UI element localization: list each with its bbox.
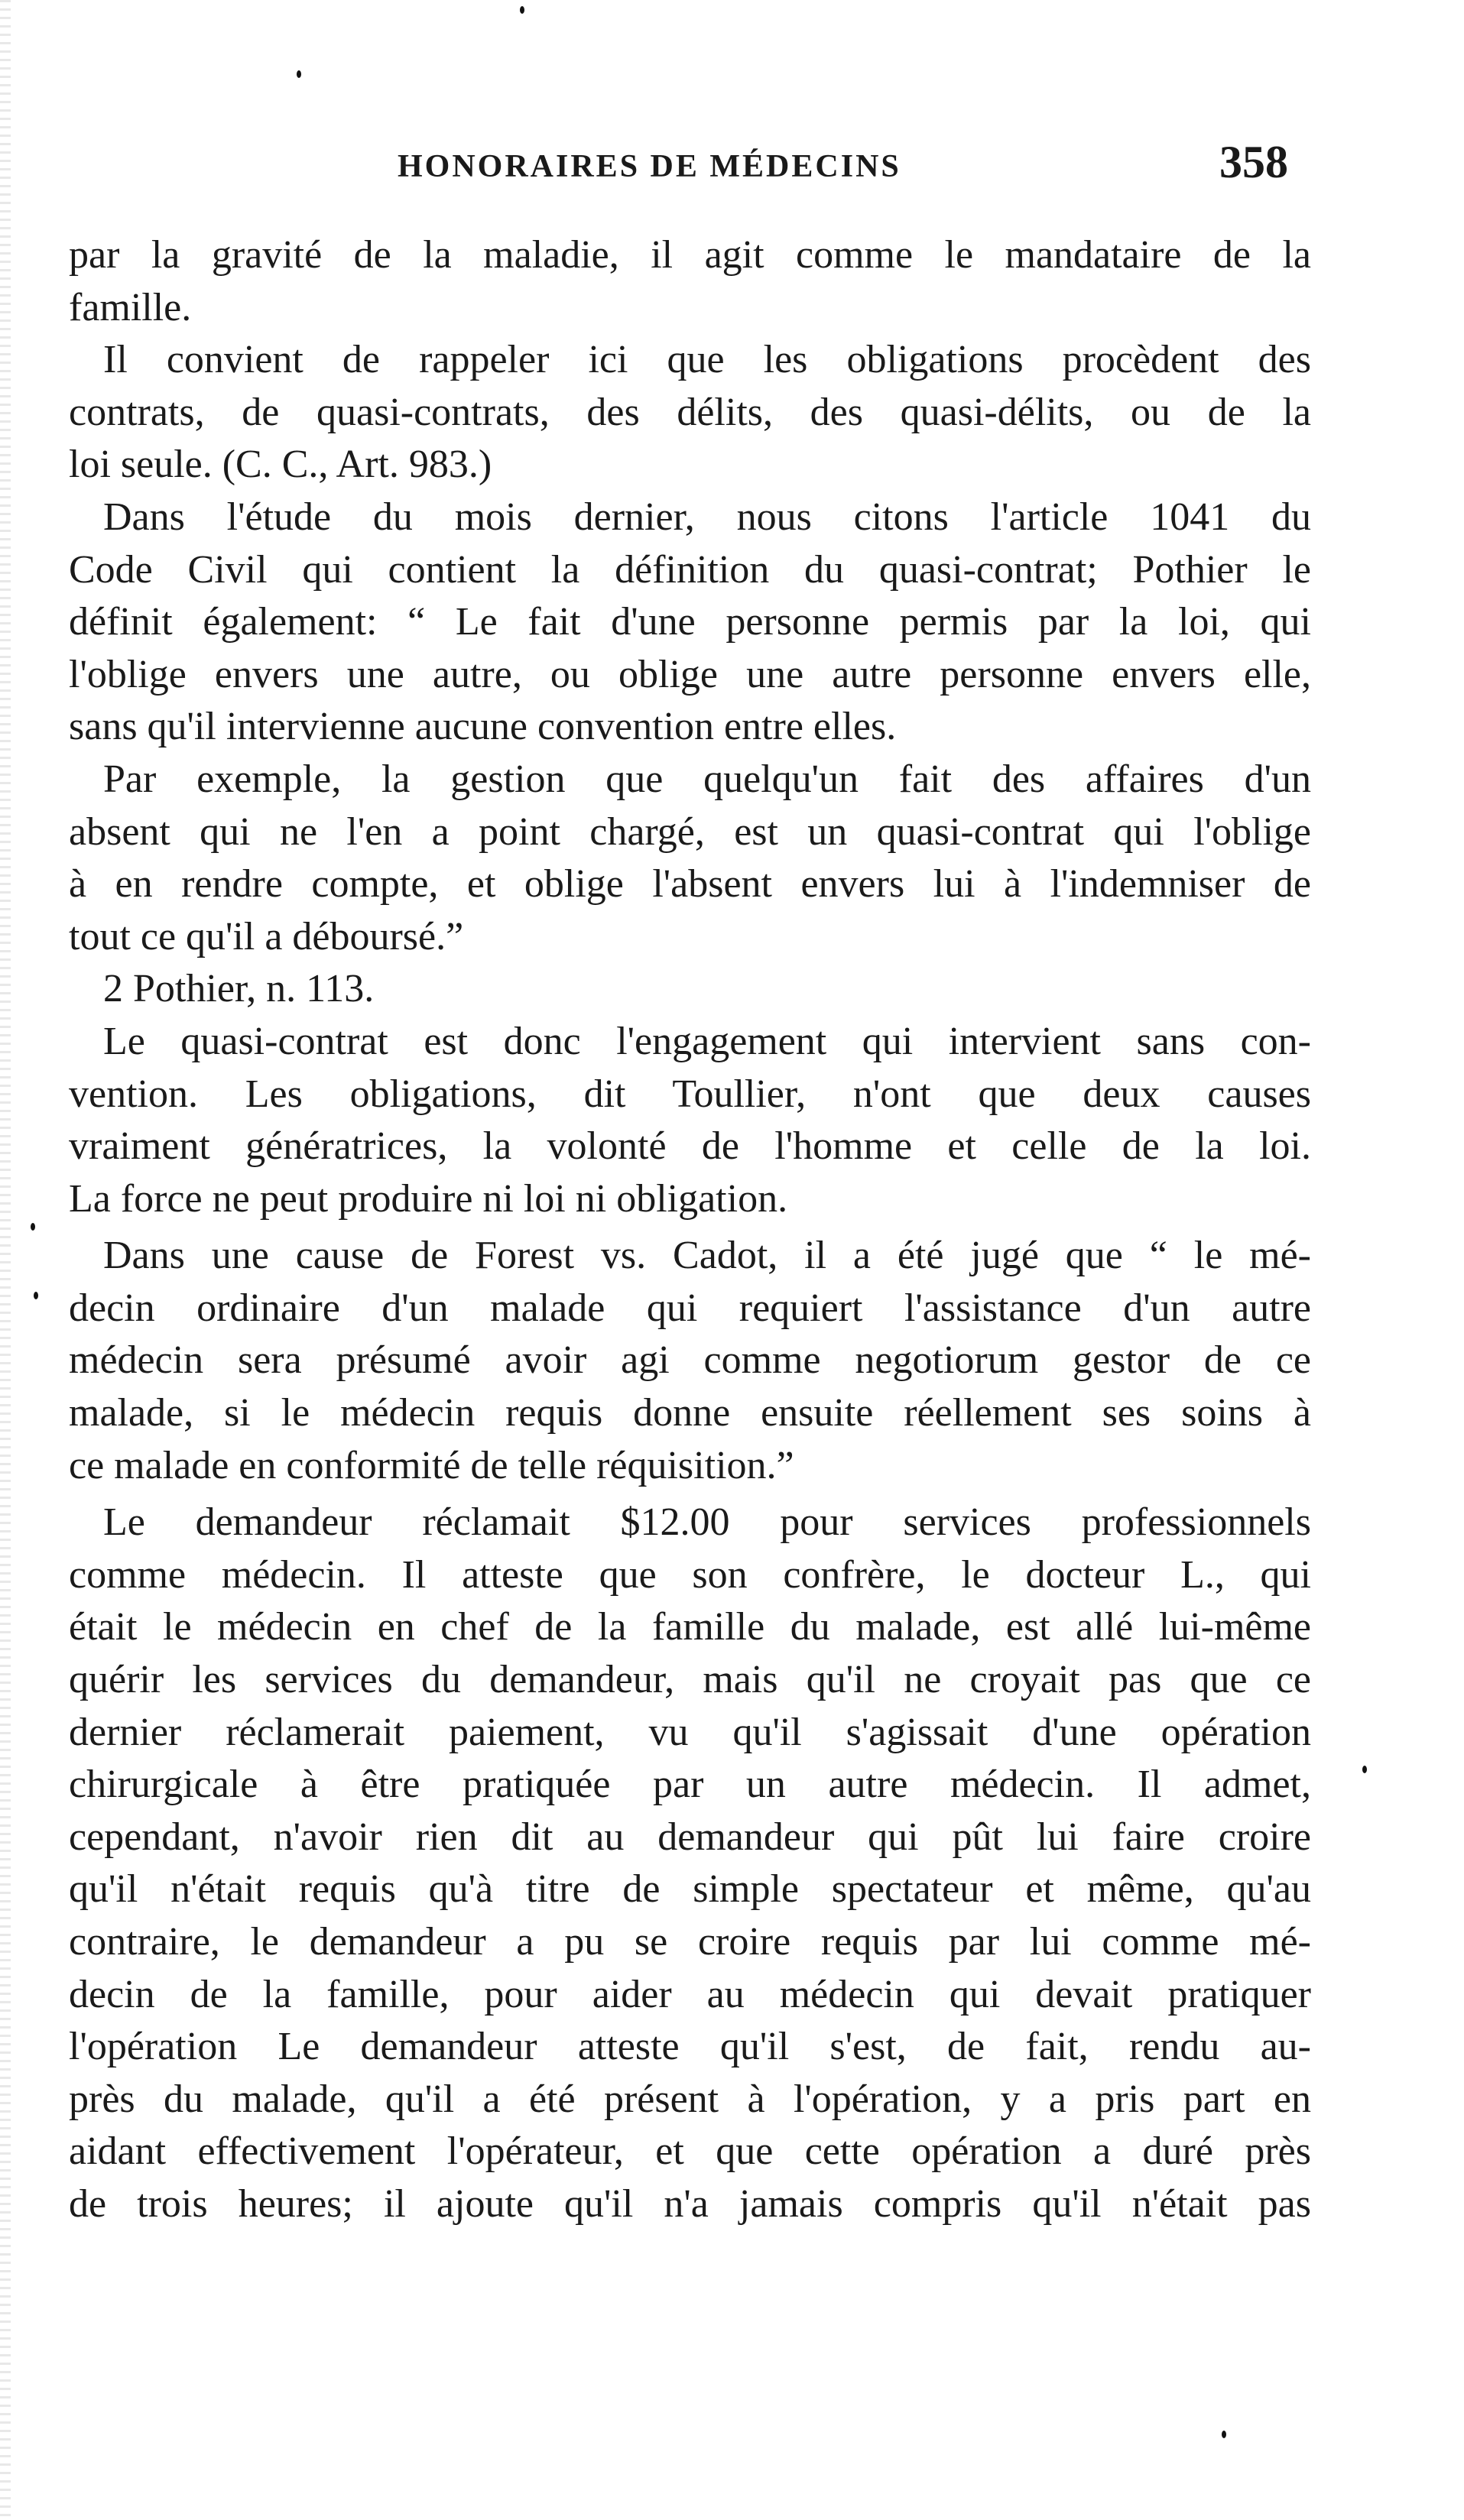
text-line: contraire, le demandeur a pu se croire requis par lui comme mé- (69, 1920, 1311, 1964)
text-line: aidant effectivement l'opérateur, et que cette opération a duré près (69, 2129, 1311, 2174)
text-line: tout ce qu'il a déboursé.” (69, 914, 464, 958)
text-line: qu'il n'était requis qu'à titre de simple spectateur et même, qu'au (69, 1867, 1311, 1912)
text-line: sans qu'il intervienne aucune convention entre elles. (69, 705, 897, 749)
text-line: dernier réclamerait paiement, vu qu'il s'agissait d'une opération (69, 1710, 1311, 1754)
scan-edge (0, 0, 11, 2520)
text-line: contrats, de quasi-contrats, des délits, des quasi-délits, ou de la (69, 390, 1311, 434)
text-line: comme médecin. Il atteste que son confrère, le docteur L., qui (69, 1552, 1311, 1597)
body-text (69, 229, 1311, 2231)
text-line: l'opération Le demandeur atteste qu'il s'est, de fait, rendu au- (69, 2025, 1311, 2069)
text-line: malade, si le médecin requis donne ensuite réellement ses soins à (69, 1391, 1311, 1435)
text-line: Le demandeur réclamait $12.00 pour services professionnels (103, 1500, 1311, 1545)
text-line: près du malade, qu'il a été présent à l'opération, y a pris part en (69, 2077, 1311, 2121)
text-line: par la gravité de la maladie, il agit comme le mandataire de la (69, 233, 1311, 277)
running-title: HONORAIRES DE MÉDECINS (398, 149, 901, 184)
text-line: Dans l'étude du mois dernier, nous citons l'article 1041 du (103, 495, 1311, 539)
text-line: ce malade en conformité de telle réquisition.” (69, 1443, 794, 1487)
text-line: decin ordinaire d'un malade qui requiert l'assistance d'un autre (69, 1286, 1311, 1330)
text-line: La force ne peut produire ni loi ni obligation. (69, 1176, 788, 1221)
text-line: était le médecin en chef de la famille du malade, est allé lui-même (69, 1605, 1311, 1649)
text-line: cependant, n'avoir rien dit au demandeur qui pût lui faire croire (69, 1815, 1311, 1859)
scan-speck (520, 6, 524, 14)
text-line: vraiment génératrices, la volonté de l'homme et celle de la loi. (69, 1124, 1311, 1169)
text-line: de trois heures; il ajoute qu'il n'a jamais compris qu'il n'était pas (69, 2181, 1311, 2226)
text-line: vention. Les obligations, dit Toullier, n'ont que deux causes (69, 1072, 1311, 1116)
text-line: Dans une cause de Forest vs. Cadot, il a été jugé que “ le mé- (103, 1234, 1311, 1278)
text-line: Code Civil qui contient la définition du quasi-contrat; Pothier le (69, 547, 1311, 592)
text-line: 2 Pothier, n. 113. (103, 967, 375, 1011)
text-line: l'oblige envers une autre, ou oblige une autre personne envers elle, (69, 652, 1311, 696)
text-line: Il convient de rappeler ici que les obligations procèdent des (103, 338, 1311, 382)
scan-speck (297, 70, 301, 78)
text-line: absent qui ne l'en a point chargé, est un quasi-contrat qui l'oblige (69, 809, 1311, 854)
scan-speck (1362, 1766, 1367, 1773)
page-header (0, 136, 1464, 205)
text-line: chirurgicale à être pratiquée par un autre médecin. Il admet, (69, 1763, 1311, 1807)
text-line: Par exemple, la gestion que quelqu'un fait des affaires d'un (103, 757, 1311, 801)
text-line: decin de la famille, pour aider au médecin qui devait pratiquer (69, 1972, 1311, 2016)
text-line: quérir les services du demandeur, mais qu'il ne croyait pas que ce (69, 1658, 1311, 1702)
text-line: à en rendre compte, et oblige l'absent envers lui à l'indemniser de (69, 862, 1311, 906)
scan-speck (31, 1223, 35, 1231)
text-line: définit également: “ Le fait d'une personne permis par la loi, qui (69, 600, 1311, 644)
scan-speck (1222, 2431, 1226, 2438)
text-line: médecin sera présumé avoir agi comme negotiorum gestor de ce (69, 1338, 1311, 1383)
page-number: 358 (1219, 137, 1288, 187)
text-line: loi seule. (C. C., Art. 983.) (69, 443, 492, 487)
scan-speck (34, 1292, 38, 1299)
text-line: Le quasi-contrat est donc l'engagement qui intervient sans con- (103, 1019, 1311, 1063)
text-line: famille. (69, 285, 192, 329)
